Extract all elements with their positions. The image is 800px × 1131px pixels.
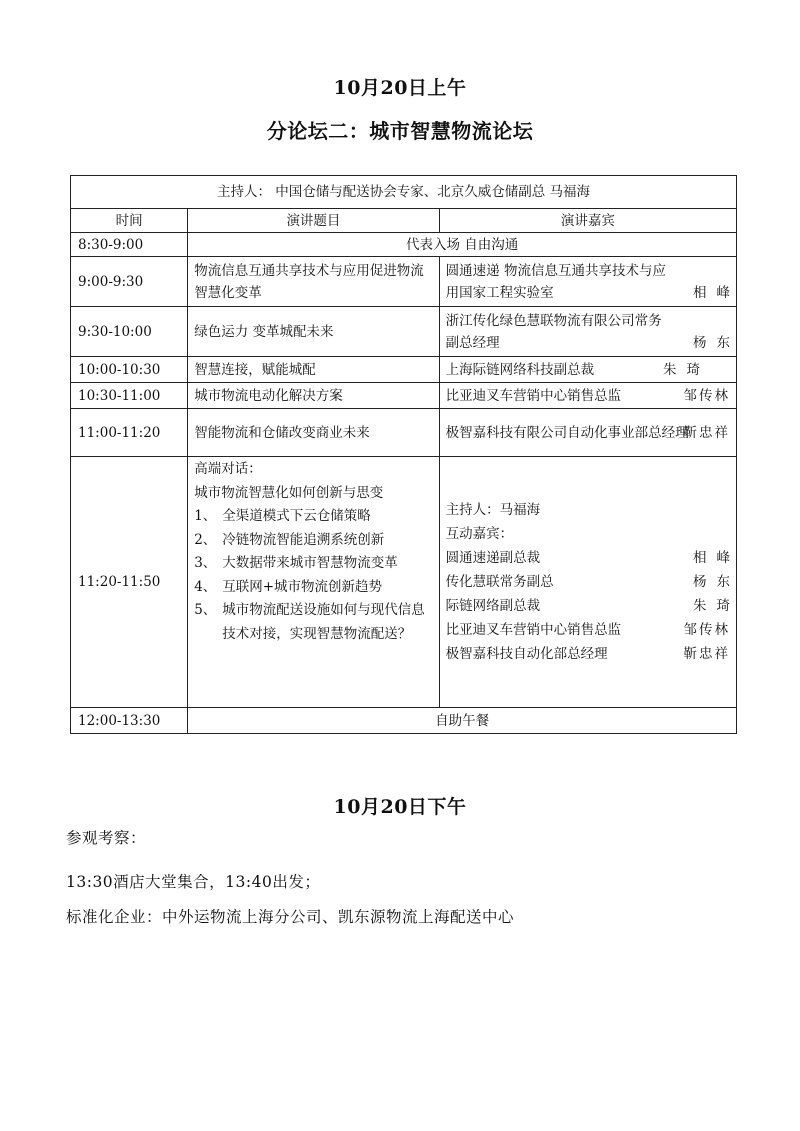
list-item: 1、 全渠道模式下云仓储策略 bbox=[194, 508, 371, 524]
speaker-org: 上海际链网络科技副总裁 bbox=[445, 361, 595, 378]
schedule-table bbox=[70, 175, 740, 734]
speaker-name: 相峰 bbox=[693, 284, 740, 301]
page-title-morning: 10月20日上午 bbox=[333, 77, 467, 99]
table-row bbox=[71, 409, 737, 457]
table-row bbox=[71, 357, 737, 383]
visit-label: 参观考察： bbox=[66, 829, 147, 847]
speaker-name: 邹传林 bbox=[683, 387, 730, 404]
topic-cell: 绿色运力 变革城配未来 bbox=[188, 307, 439, 357]
guest-line: 传化慧联常务副总 杨东 bbox=[445, 574, 740, 590]
time-cell: 12:00-13:30 bbox=[71, 708, 188, 734]
topic-cell: 智能物流和仓储改变商业未来 bbox=[188, 409, 439, 457]
speaker-line bbox=[446, 359, 730, 381]
speaker-org: 比亚迪叉车营销中心销售总监 bbox=[445, 387, 622, 404]
time-cell: 8:30-9:00 bbox=[71, 233, 188, 257]
speaker-cell bbox=[439, 307, 740, 357]
visit-time: 13:30酒店大堂集合，13:40出发； bbox=[66, 873, 321, 891]
list-item: 5、 城市物流配送设施如何与现代信息技术对接，实现智慧物流配送？ bbox=[194, 602, 425, 642]
speaker-org: 极智嘉科技有限公司自动化事业部总经理 bbox=[445, 424, 689, 441]
dialogue-row bbox=[71, 457, 737, 708]
dialogue-topic-cell bbox=[188, 457, 439, 708]
speaker-name: 朱琦 bbox=[663, 361, 710, 378]
dialogue-subject: 城市物流智慧化如何创新与思变 bbox=[194, 484, 384, 501]
time-cell: 11:20-11:50 bbox=[71, 457, 188, 708]
table-row bbox=[71, 307, 737, 357]
merged-cell: 代表入场 自由沟通 bbox=[188, 233, 737, 257]
lunch-row bbox=[71, 708, 737, 734]
speaker-org: 圆通速递 物流信息互通共享技术与应用国家工程实验室 bbox=[445, 262, 666, 301]
host-cell: 主持人： 中国仓储与配送协会专家、北京久威仓储副总 马福海 bbox=[71, 176, 737, 209]
dialogue-host: 主持人：马福海 bbox=[445, 502, 541, 518]
dialogue-guests-cell bbox=[439, 457, 740, 708]
lunch-cell: 自助午餐 bbox=[188, 708, 737, 734]
speaker-org: 浙江传化绿色慧联物流有限公司常务副总经理 bbox=[445, 312, 662, 351]
guest-line: 际链网络副总裁 朱琦 bbox=[445, 598, 740, 614]
speaker-cell bbox=[439, 257, 740, 307]
speaker-cell bbox=[439, 383, 736, 409]
table-row bbox=[71, 257, 737, 307]
guest-line: 极智嘉科技自动化部总经理 靳忠祥 bbox=[445, 646, 730, 662]
page-title-afternoon: 10月20日下午 bbox=[333, 796, 467, 818]
table-row bbox=[71, 383, 737, 409]
list-item: 2、 冷链物流智能追溯系统创新 bbox=[194, 531, 385, 548]
header-topic: 演讲题目 bbox=[188, 209, 439, 233]
topic-cell: 城市物流电动化解决方案 bbox=[188, 383, 439, 409]
list-item: 3、 大数据带来城市智慧物流变革 bbox=[194, 555, 398, 571]
speaker-line bbox=[446, 385, 730, 407]
table-row bbox=[71, 233, 737, 257]
speaker-cell bbox=[439, 409, 736, 457]
topic-cell: 物流信息互通共享技术与应用促进物流智慧化变革 bbox=[188, 257, 439, 307]
speaker-name: 杨东 bbox=[693, 334, 740, 351]
guest-line: 圆通速递副总裁 相峰 bbox=[445, 550, 740, 566]
speaker-cell bbox=[439, 357, 736, 383]
header-time: 时间 bbox=[71, 209, 188, 233]
guest-line: 比亚迪叉车营销中心销售总监 邹传林 bbox=[445, 622, 730, 638]
time-cell: 11:00-11:20 bbox=[71, 409, 188, 457]
list-item: 4、 互联网+城市物流创新趋势 bbox=[194, 578, 383, 595]
dialogue-heading: 高端对话： bbox=[194, 461, 262, 477]
dialogue-topic-list bbox=[194, 505, 432, 646]
time-cell: 9:30-10:00 bbox=[71, 307, 188, 357]
time-cell: 10:30-11:00 bbox=[71, 383, 188, 409]
topic-cell: 智慧连接，赋能城配 bbox=[188, 357, 439, 383]
header-row bbox=[71, 209, 737, 233]
speaker-name: 靳忠祥 bbox=[683, 424, 730, 441]
header-speaker: 演讲嘉宾 bbox=[439, 209, 736, 233]
forum-title: 分论坛二：城市智慧物流论坛 bbox=[266, 119, 534, 143]
guests-label: 互动嘉宾： bbox=[445, 526, 514, 542]
time-cell: 10:00-10:30 bbox=[71, 357, 188, 383]
visit-enterprise: 标准化企业：中外运物流上海分公司、凯东源物流上海配送中心 bbox=[66, 908, 515, 926]
time-cell: 9:00-9:30 bbox=[71, 257, 188, 307]
host-row bbox=[71, 176, 737, 209]
